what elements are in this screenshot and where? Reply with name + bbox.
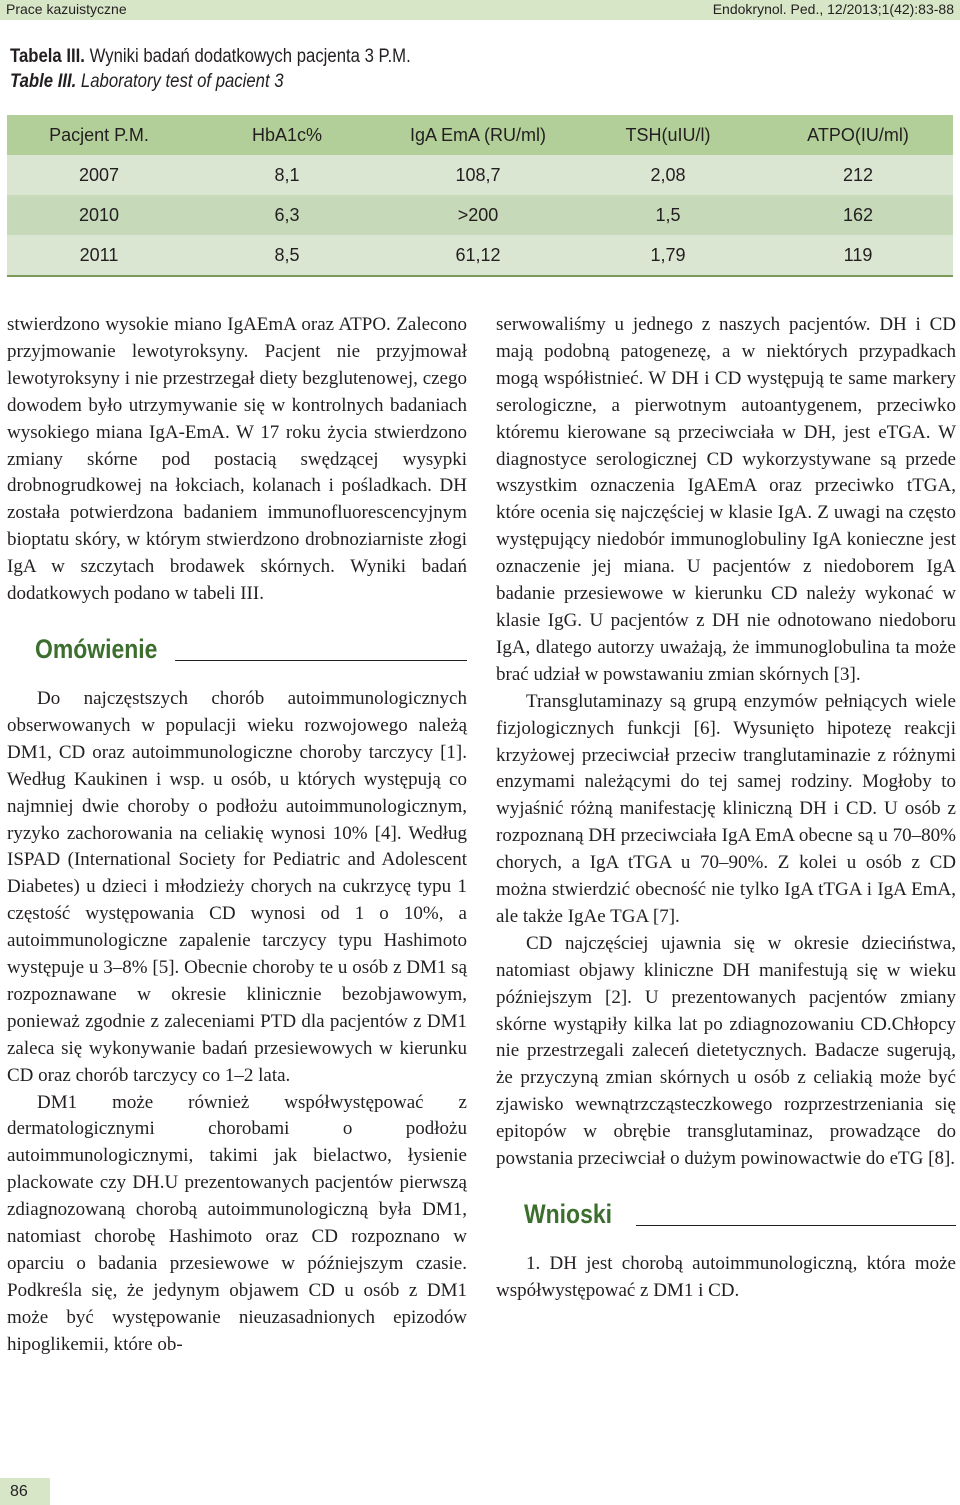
- conclusion-item: 1. DH jest chorobą autoimmunologiczną, która może współwystępować z DM1 i CD.: [496, 1253, 956, 1301]
- table-header-row: [7, 115, 953, 155]
- discussion-paragraph: DM1 może również współwystępować z dermatologicznymi chorobami o podłożu autoimmunologicznymi, takimi jak bielactwo, łysienie plackowate czy DH.U prezentowanych pacjentów pierwszą zdiagnozowaną chorobą autoimmunologiczną była DM1, natomiast chorobę Hashimoto oraz CD rozpoznano w oparciu o badania przesiewowe w późniejszym czasie. Podkreśla się, że jedynym objawem CD u osób z DM1 może być występowanie nieuzasadnionych epizodów hipoglikemii, które ob-: [7, 1091, 467, 1355]
- left-text-column: [7, 312, 467, 1359]
- page-number: 86: [0, 1478, 50, 1505]
- column-header: TSH(uIU/l): [625, 124, 711, 145]
- discussion-heading-title: Omówienie: [35, 633, 158, 664]
- table-row: [7, 235, 953, 276]
- header-section-label: Prace kazuistyczne: [6, 1, 127, 17]
- table-caption-pl-label: Tabela III.: [10, 46, 85, 67]
- conclusions-heading-title: Wnioski: [524, 1199, 612, 1229]
- column-header: HbA1c%: [251, 124, 323, 145]
- table-cell: >200: [457, 204, 499, 225]
- table-cell: 2011: [7, 235, 191, 276]
- column-header: IgA EmA (RU/ml): [409, 124, 547, 145]
- heading-rule: [636, 1225, 956, 1226]
- right-text-column: [496, 312, 956, 1305]
- table-cell: 162: [842, 204, 874, 225]
- table-caption-en: [10, 69, 626, 94]
- discussion-paragraph: Transglutaminazy są grupą enzymów pełniących wiele fizjologicznych funkcji [6]. Wysunięto hipotezę reakcji krzyżowej przeciwciał przeciw tranglutaminazie z różnymi enzymami należącymi do tej samej rodziny. Mogłoby to wyjaśnić różną manifestację kliniczną DH i CD. U osób z rozpoznaną DH przeciwciała IgA EmA obecne są u 70–80% chorych, a IgA tTGA u 70–90%. Z kolei u osób z CD można stwierdzić obecność nie tylko IgA tTGA i IgA EmA, ale także IgAe TGA [7].: [496, 690, 956, 927]
- table-cell: 8,1: [274, 164, 300, 185]
- conclusions-heading: [496, 1189, 956, 1241]
- table-cell: 212: [842, 164, 874, 185]
- table-cell: 2,08: [650, 164, 686, 185]
- discussion-paragraph: CD najczęściej ujawnia się w okresie dzieciństwa, natomiast objawy kliniczne DH manifestują się w wieku późniejszym [2]. U prezentowanych pacjentów zmiany skórne wystąpiły kilka lat po zdiagnozowaniu CD.Chłopcy nie przestrzegali zaleceń dietetycznych. Badacze sugerują, że przyczyną zmian skórnych u osób z celiakią może być zjawisko wewnątrzcząsteczkowego rozprzestrzeniania się epitopów w obrębie transglutaminaz, prowadzące do powstania przeciwciał o dużym powinowactwie do eTG [8].: [496, 932, 956, 1170]
- table-cell: 119: [763, 235, 953, 276]
- case-description-paragraph: stwierdzono wysokie miano IgAEmA oraz ATPO. Zalecono przyjmowanie lewotyroksyny. Pacjent nie przyjmował lewotyroksyny i nie przestrzegał diety bezglutenowej, czego dowodem było utrzymywanie się w kontrolnych badaniach wysokiego miana IgA-EmA. W 17 roku życia stwierdzono zmiany skórne pod postacią swędzącej wysypki drobnogrudkowej na łokciach, kolanach i pośladkach. DH została potwierdzona badaniem immunofluorescencyjnym bioptatu skóry, w którym stwierdzono drobnoziarniste złogi IgA w szczytach brodawek skórnych. Wyniki badań dodatkowych podano w tabeli III.: [7, 314, 467, 605]
- table-caption-pl-text: Wyniki badań dodatkowych pacjenta 3 P.M.: [84, 46, 411, 67]
- discussion-paragraph: Do najczęstszych chorób autoimmunologicznych obserwowanych w populacji wieku rozwojowego należą DM1, CD oraz autoimmunologiczne choroby tarczycy [1]. Według Kaukinen i wsp. u osób, u których występują co najmniej dwie choroby o podłożu autoimmunologicznym, ryzyko zachorowania na celiakię wynosi 10% [4]. Według ISPAD (International Society for Pediatric and Adolescent Diabetes) u dzieci i młodzieży chorych na cukrzycę typu 1 częstość występowania CD wynosi od 1 o 10%, a autoimmunologiczne zapalenie tarczycy typu Hashimoto występuje u 3–8% [5]. Obecnie choroby te u osób z DM1 są rozpoznawane w okresie klinicznie bezobjawowym, ponieważ zgodnie z zaleceniami PTD dla pacjentów z DM1 zaleca się wykonywanie badań przesiewowych w kierunku CD oraz chorób tarczycy co 1–2 lata.: [7, 687, 467, 1086]
- table-cell: 1,5: [655, 204, 681, 225]
- table-caption: [10, 44, 626, 94]
- lab-results-table: [7, 115, 953, 277]
- table-row: [7, 155, 953, 195]
- table-cell: 2010: [78, 204, 120, 225]
- table-caption-en-label: Table III.: [10, 71, 77, 92]
- heading-rule: [175, 660, 467, 661]
- running-header: [0, 0, 960, 20]
- table-cell: 108,7: [455, 164, 501, 185]
- table-cell: 8,5: [191, 235, 383, 276]
- table-caption-pl: [10, 44, 626, 69]
- header-journal-citation: Endokrynol. Ped., 12/2013;1(42):83-88: [712, 1, 954, 17]
- column-header: ATPO(IU/ml): [807, 124, 909, 145]
- column-header: Pacjent P.M.: [49, 124, 149, 145]
- discussion-paragraph: serwowaliśmy u jednego z naszych pacjentów. DH i CD mają podobną patogenezę, a w niektórych przypadkach mogą współistnieć. W DH i CD występują te same markery serologiczne, a pierwotnym autoantygenem, przeciwko któremu kierowane są przeciwciała w DH, jest eTGA. W diagnostyce serologicznej CD wykorzystywane są przede wszystkim oznaczenia IgAEmA oraz przeciwko tTGA, które ocenia się najczęściej w klasie IgA. Z uwagi na często występujący niedobór immunoglobuliny IgA konieczne jest oznaczenie jej miana. U pacjentów z niedoborem IgA badanie przesiewowe w kierunku CD należy wykonać w klasie IgG. U pacjentów z DH nie odnotowano niedoboru IgA, dlatego autorzy uważają, że immunoglobulina ta może brać udział w powstawaniu zmian skórnych [3].: [496, 314, 956, 685]
- table-row: [7, 195, 953, 235]
- table-caption-en-text: Laboratory test of pacient 3: [76, 71, 284, 92]
- table-cell: 1,79: [573, 235, 763, 276]
- table-cell: 2007: [78, 164, 120, 185]
- discussion-heading: [7, 624, 467, 676]
- table-cell: 61,12: [383, 235, 573, 276]
- table-cell: 6,3: [274, 204, 300, 225]
